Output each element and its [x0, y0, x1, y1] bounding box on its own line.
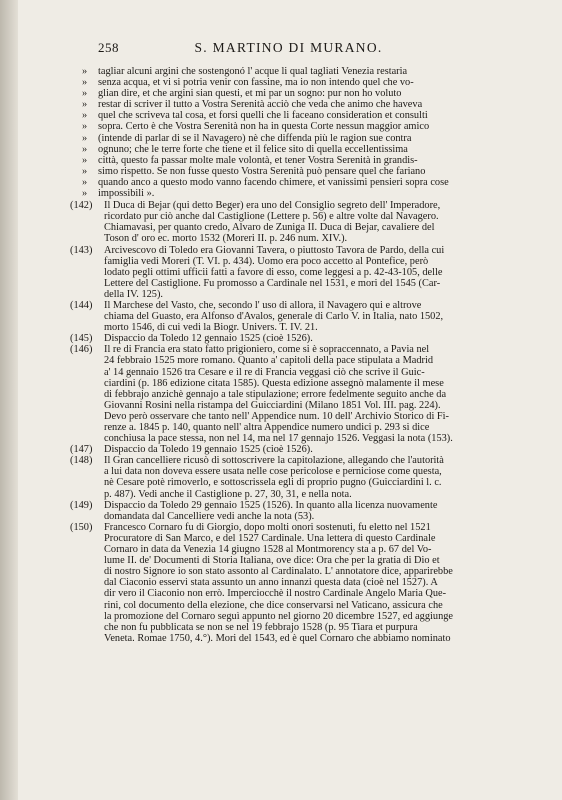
footnote-number: (147)	[70, 444, 93, 456]
footnote-line: Il re di Francia era stato fatto prigioniero, come si è sopraccennato, a Pavia nel	[104, 344, 430, 356]
footnote-line: la promozione del Cornaro seguì appunto nel giorno 20 dicembre 1527, ed aggiunge	[104, 610, 454, 622]
quote-text: tagliar alcuni argini che sostengonó l' acque li qual tagliati Venezia restaria	[98, 66, 408, 77]
footnote-line: chiama del Guasto, era Alfonso d'Avalos, generale di Carlo V. in Italia, nato 1502,	[104, 311, 444, 323]
quote-mark: »	[82, 132, 88, 144]
footnote-line: Chiamavasi, per quanto credo, Alvaro de Zuniga II. Duca di Bejar, cavaliere del	[104, 222, 435, 234]
quote-mark: »	[82, 77, 88, 89]
quote-mark: »	[82, 121, 88, 133]
quote-line	[78, 99, 516, 110]
footnote-line: conchiusa la pace stessa, non nel 14, ma nel 17 gennajo 1526. Veggasi la nota (153).	[104, 433, 453, 445]
quote-text: ognuno; che le terre forte che tiene et il felice sito di quella eccellentissima	[98, 143, 408, 155]
footnote-line: a lui data non doveva essere usata nelle cose pericolose e perniciose come questa,	[104, 466, 442, 478]
quote-line	[78, 133, 516, 144]
footnote-line: dal Ciaconio esservi stata assunto un anno innanzi questa data (cioè nel 1527). A	[104, 577, 438, 589]
quote-mark: »	[82, 154, 88, 166]
quote-mark: »	[82, 99, 88, 111]
quote-text: senza acqua, et vi si potria venir con fassine, ma io non intendo quel che vo-	[98, 77, 414, 89]
page-body	[70, 66, 516, 644]
footnote-line: di nostro Signore io son stato assonto al Cardinalato. L' annotatore dice, apparirebbe	[104, 566, 453, 578]
footnote-line: ciardini (p. 186 edizione citata 1585). Questa edizione assegnò malamente il mese	[104, 377, 444, 389]
quote-line	[78, 121, 516, 132]
quote-text: simo rispetto. Se non fusse questo Vostra Serenità può pensare quel che fariano	[98, 165, 426, 177]
footnote-number: (145)	[70, 333, 93, 345]
footnote	[70, 333, 516, 345]
footnote-line: Lettere del Castiglione. Fu promosso a Cardinale nel 1531, e mori del 1545 (Car-	[104, 277, 441, 289]
footnote-line: rini, col documento della elezione, che dice conservarsi nel Vaticano, assicura che	[104, 599, 443, 611]
footnote-line: Cornaro in data da Venezia 14 giugno 1528 al Montmorency sta a p. 67 del Vo-	[104, 544, 432, 556]
quote-line	[78, 155, 516, 166]
footnote-line: Dispaccio da Toledo 29 gennaio 1525 (1526). In quanto alla licenza nuovamente	[104, 499, 438, 511]
quote-mark: »	[82, 176, 88, 188]
footnote	[70, 200, 516, 245]
quote-line	[78, 177, 516, 188]
quote-line	[78, 88, 516, 99]
footnote	[70, 455, 516, 500]
quote-text: glian dire, et che argini sian questi, et mi par un sogno: pur non ho voluto	[98, 88, 402, 100]
quote-text: quando anco a questo modo vanno facendo chimere, et vanissimi pensieri sopra cose	[98, 176, 449, 188]
quote-line	[78, 188, 516, 199]
quote-mark: »	[82, 143, 88, 155]
footnote	[70, 344, 516, 445]
footnote	[70, 499, 516, 522]
footnote-line: Il Duca di Bejar (qui detto Beger) era uno del Consiglio segreto dell' Imperadore,	[104, 200, 441, 212]
footnote-line: morto 1546, di cui vedi la Biogr. Univers. T. IV. 21.	[104, 322, 318, 334]
footnote-number: (142)	[70, 200, 93, 212]
quote-line	[78, 166, 516, 177]
footnote-number: (148)	[70, 455, 93, 467]
footnote-line: lodato pegli ottimi ufficii fatti a favore di esso, come leggesi a p. 42-43-105, delle	[104, 266, 443, 278]
footnote-line: di febbrajo anzichè gennajo a tale stipulazione; errore fedelmente seguito anche da	[104, 388, 447, 400]
footnote-line: della IV. 125).	[104, 288, 163, 300]
quote-text: sopra. Certo è che Vostra Serenità non ha in questa Corte nessun maggior amico	[98, 121, 430, 133]
footnote-line: domandata dal Cancelliere vedi anche la nota (53).	[104, 510, 315, 522]
quote-line	[78, 144, 516, 155]
footnote	[70, 444, 516, 456]
footnote	[70, 299, 516, 334]
footnote-number: (150)	[70, 521, 93, 533]
page-number: 258	[98, 40, 119, 55]
footnote-line: p. 487). Vedi anche il Castiglione p. 27, 30, 31, e nella nota.	[104, 488, 352, 500]
quote-text: restar di scriver il tutto a Vostra Serenità acciò che veda che animo che haveva	[98, 99, 423, 111]
quoted-passage	[78, 66, 516, 199]
footnote-line: che non fu pubblicata se non se nel 19 febbrajo 1528 (p. 95 Tiara et purpura	[104, 621, 418, 633]
running-title: S. MARTINO DI MURANO.	[194, 40, 383, 55]
quote-text: impossibili ».	[98, 188, 155, 200]
footnote-line: Devo però osservare che tanto nell' Appendice num. 10 dell' Archivio Storico di Fi-	[104, 410, 449, 422]
footnote-line: Toson d' oro ec. morto 1532 (Moreri II. p. 246 num. XIV.).	[104, 233, 348, 245]
footnote-line: a' 14 gennaio 1526 tra Cesare e il re di Francia veggasi ciò che scrive il Guic-	[104, 366, 425, 378]
footnote-line: Francesco Cornaro fu di Giorgio, dopo molti onori sostenuti, fu eletto nel 1521	[104, 521, 431, 533]
footnote	[70, 244, 516, 300]
quote-mark: »	[82, 88, 88, 100]
quote-line	[78, 110, 516, 121]
footnote-line: Dispaccio da Toledo 12 gennaio 1525 (cioè 1526).	[104, 333, 313, 345]
footnote-line: lume II. de' Documenti di Storia Italiana, ove dice: Ora che per la gratia di Dio et	[104, 555, 440, 567]
footnote-line: renze a. 1845 p. 140, quanto nell' altra Appendice numero undici p. 293 si dice	[104, 422, 430, 433]
quote-mark: »	[82, 165, 88, 177]
quote-text: (intende di parlar di se il Navagero) nè che diffenda più le ragion sue contra	[98, 132, 412, 144]
footnote-line: Arcivescovo di Toledo era Giovanni Tavera, o piuttosto Tavora de Pardo, della cui	[104, 244, 445, 256]
quote-text: quel che scriveva tal cosa, et forsi quelli che li faceano consideration et consulti	[98, 110, 428, 122]
page-header	[68, 40, 516, 56]
quote-line	[78, 77, 516, 88]
quote-line	[78, 66, 516, 77]
footnote-line: nè Cesare potè rimoverlo, e sottoscrissela egli di proprio pugno (Guicciardini l. c.	[104, 477, 442, 489]
quote-text: città, questo fa passar molte male volontà, et tener Vostra Serenità in grandis-	[98, 154, 418, 166]
footnote-line: Procuratore di San Marco, e del 1527 Cardinale. Una lettera di questo Cardinale	[104, 532, 436, 544]
footnote-number: (144)	[70, 299, 93, 311]
quote-mark: »	[82, 110, 88, 122]
binding-gutter	[0, 0, 18, 800]
footnote-line: famiglia vedi Moreri (T. VI. p. 434). Uomo era poco accetto al Pontefice, però	[104, 255, 429, 267]
footnote-number: (149)	[70, 499, 93, 511]
footnote-number: (143)	[70, 244, 93, 256]
quote-mark: »	[82, 188, 88, 200]
footnote-line: Il Gran cancelliere ricusò di sottoscrivere la capitolazione, allegando che l'autorità	[104, 455, 444, 467]
footnote	[70, 521, 516, 644]
footnote-line: Veneta. Romae 1750, 4.°). Mori del 1543, ed è quel Cornaro che abbiamo nominato	[104, 632, 451, 644]
footnote-number: (146)	[70, 344, 93, 356]
footnote-line: 24 febbraio 1525 more romano. Quanto a' capitoli della pace stipulata a Madrid	[104, 355, 434, 367]
footnote-line: Il Marchese del Vasto, che, secondo l' uso di allora, il Navagero qui e altrove	[104, 299, 422, 311]
footnotes	[70, 200, 516, 644]
footnote-line: Dispaccio da Toledo 19 gennaio 1525 (cioè 1526).	[104, 444, 313, 456]
footnote-line: Giovanni Rosini nella ristampa del Guicciardini (Milano 1851 Vol. III. pag. 224).	[104, 399, 441, 411]
footnote-line: dir vero il Ciaconio non errò. Imperciocchè il nostro Cardinale Angelo Maria Que-	[104, 588, 447, 600]
quote-mark: »	[82, 66, 88, 77]
footnote-line: ricordato pur ciò anche dal Castiglione (Lettere p. 56) e altre volte dal Navagero.	[104, 211, 439, 223]
